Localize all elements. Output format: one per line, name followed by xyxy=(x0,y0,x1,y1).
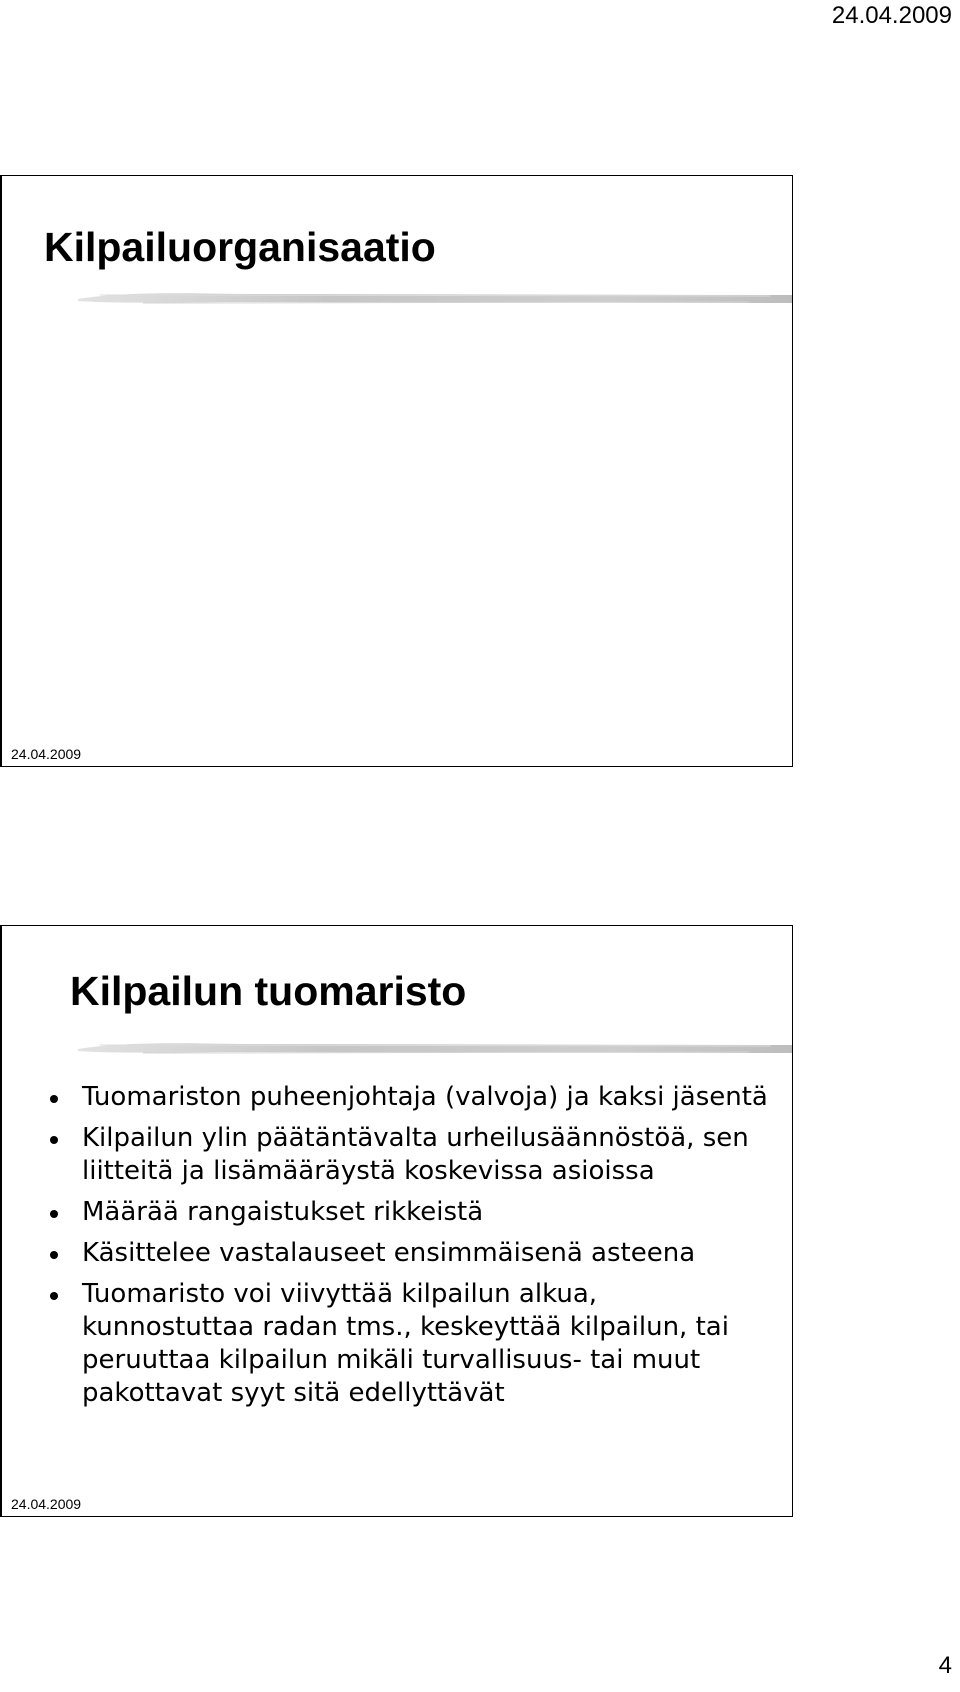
bullet-text: Käsittelee vastalauseet ensimmäisenä asteena xyxy=(82,1238,696,1268)
bullet-icon xyxy=(50,1095,58,1103)
slide-footer-date: 24.04.2009 xyxy=(11,746,82,762)
title-underline-brush xyxy=(78,1036,792,1058)
bullet-text: Määrää rangaistukset rikkeistä xyxy=(82,1197,484,1227)
page-date: 24.04.2009 xyxy=(831,2,952,29)
slide-title: Kilpailun tuomaristo xyxy=(70,968,467,1014)
bullet-text: Tuomariston puheenjohtaja (valvoja) ja kaksi jäsentä xyxy=(82,1082,768,1112)
slide-footer-date: 24.04.2009 xyxy=(11,1496,82,1512)
bullet-text: Tuomaristo voi viivyttää kilpailun alkua, kunnostuttaa radan tms., keskeyttää kilpailun, tai peruuttaa kilpailun mikäli turvallisuus- tai muut pakottavat syyt sitä edellyttävät xyxy=(82,1279,729,1408)
bullet-item xyxy=(46,1081,776,1114)
bullet-text: Kilpailun ylin päätäntävalta urheilusäännöstöä, sen liitteitä ja lisämääräystä koskevissa asioissa xyxy=(82,1123,749,1186)
bullet-item xyxy=(46,1196,776,1229)
bullet-icon xyxy=(50,1251,58,1259)
bullet-list xyxy=(46,1081,776,1418)
bullet-item xyxy=(46,1278,776,1410)
title-underline-brush xyxy=(78,286,792,308)
page-number: 4 xyxy=(938,1652,952,1679)
slide-kilpailuorganisaatio xyxy=(0,175,793,767)
bullet-icon xyxy=(50,1136,58,1144)
bullet-item xyxy=(46,1237,776,1270)
slide-kilpailun-tuomaristo xyxy=(0,925,793,1517)
bullet-icon xyxy=(50,1210,58,1218)
bullet-item xyxy=(46,1122,776,1188)
bullet-icon xyxy=(50,1292,58,1300)
slide-title: Kilpailuorganisaatio xyxy=(44,224,436,270)
